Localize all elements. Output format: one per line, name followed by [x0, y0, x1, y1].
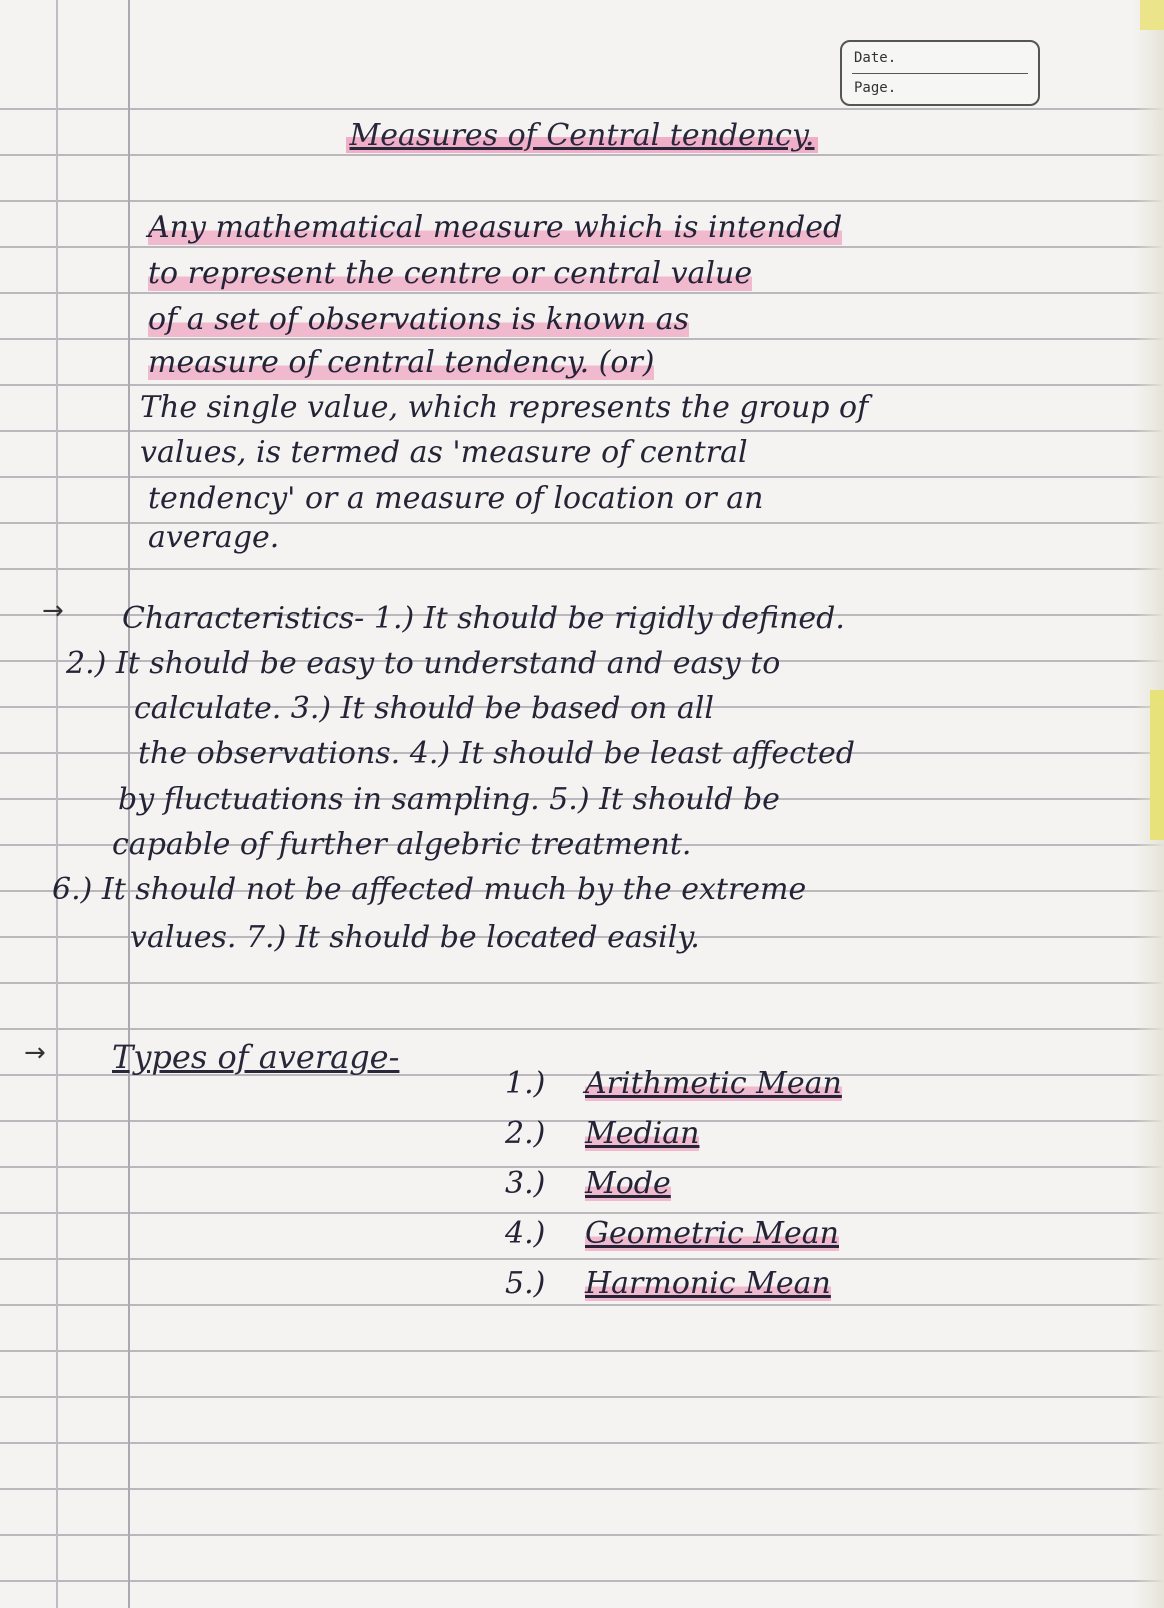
definition-line-text: to represent the centre or central value — [148, 256, 753, 291]
page-label: Page. — [854, 80, 897, 96]
date-box-divider — [852, 73, 1028, 74]
characteristics-line: by fluctuations in sampling. 5.) It should be — [118, 782, 780, 817]
definition-line — [148, 205, 1048, 251]
list-item-label: Arithmetic Mean — [585, 1066, 842, 1101]
characteristics-line: 6.) It should not be affected much by the extreme — [52, 872, 807, 907]
characteristics-line: the observations. 4.) It should be least affected — [138, 736, 855, 771]
definition-line-text: measure of central tendency. (or) — [148, 345, 655, 380]
characteristics-line: Characteristics- 1.) It should be rigidly defined. — [122, 601, 845, 636]
date-page-box — [840, 40, 1040, 106]
list-item-number: 5.) — [505, 1266, 546, 1301]
left-margin-rule-outer — [56, 0, 58, 1608]
list-item-label: Mode — [585, 1166, 671, 1201]
page-title-text: Measures of Central tendency. — [346, 118, 819, 153]
yellow-corner-tab — [1140, 0, 1164, 30]
arrow-right-icon: → — [24, 1038, 46, 1068]
characteristics-line: calculate. 3.) It should be based on all — [134, 691, 714, 726]
definition-line-text: Any mathematical measure which is intended — [148, 210, 843, 245]
page-title — [0, 118, 1164, 153]
list-item — [505, 1066, 842, 1101]
definition-line — [148, 251, 1048, 297]
list-item — [505, 1266, 831, 1301]
definition-line-text: of a set of observations is known as — [148, 302, 690, 337]
characteristics-line: values. 7.) It should be located easily. — [130, 920, 700, 955]
list-item-number: 4.) — [505, 1216, 546, 1251]
arrow-right-icon: → — [42, 596, 64, 626]
list-item-number: 3.) — [505, 1166, 546, 1201]
characteristics-line: capable of further algebric treatment. — [112, 827, 692, 862]
definition-line: tendency' or a measure of location or an — [148, 481, 764, 516]
list-item — [505, 1166, 671, 1201]
definition-line — [148, 297, 1048, 343]
definition-line: The single value, which represents the group of — [140, 390, 869, 425]
types-heading: Types of average- — [112, 1038, 400, 1076]
yellow-sticky-tab — [1150, 690, 1164, 840]
definition-line: average. — [148, 520, 280, 555]
list-item-label: Median — [585, 1116, 700, 1151]
characteristics-line: 2.) It should be easy to understand and easy to — [66, 646, 781, 681]
list-item-number: 1.) — [505, 1066, 546, 1101]
list-item — [505, 1216, 839, 1251]
list-item-label: Harmonic Mean — [585, 1266, 831, 1301]
definition-line — [148, 340, 1048, 386]
list-item — [505, 1116, 699, 1151]
list-item-number: 2.) — [505, 1116, 546, 1151]
list-item-label: Geometric Mean — [585, 1216, 839, 1251]
definition-line: values, is termed as 'measure of central — [140, 435, 748, 470]
date-label: Date. — [854, 50, 897, 66]
